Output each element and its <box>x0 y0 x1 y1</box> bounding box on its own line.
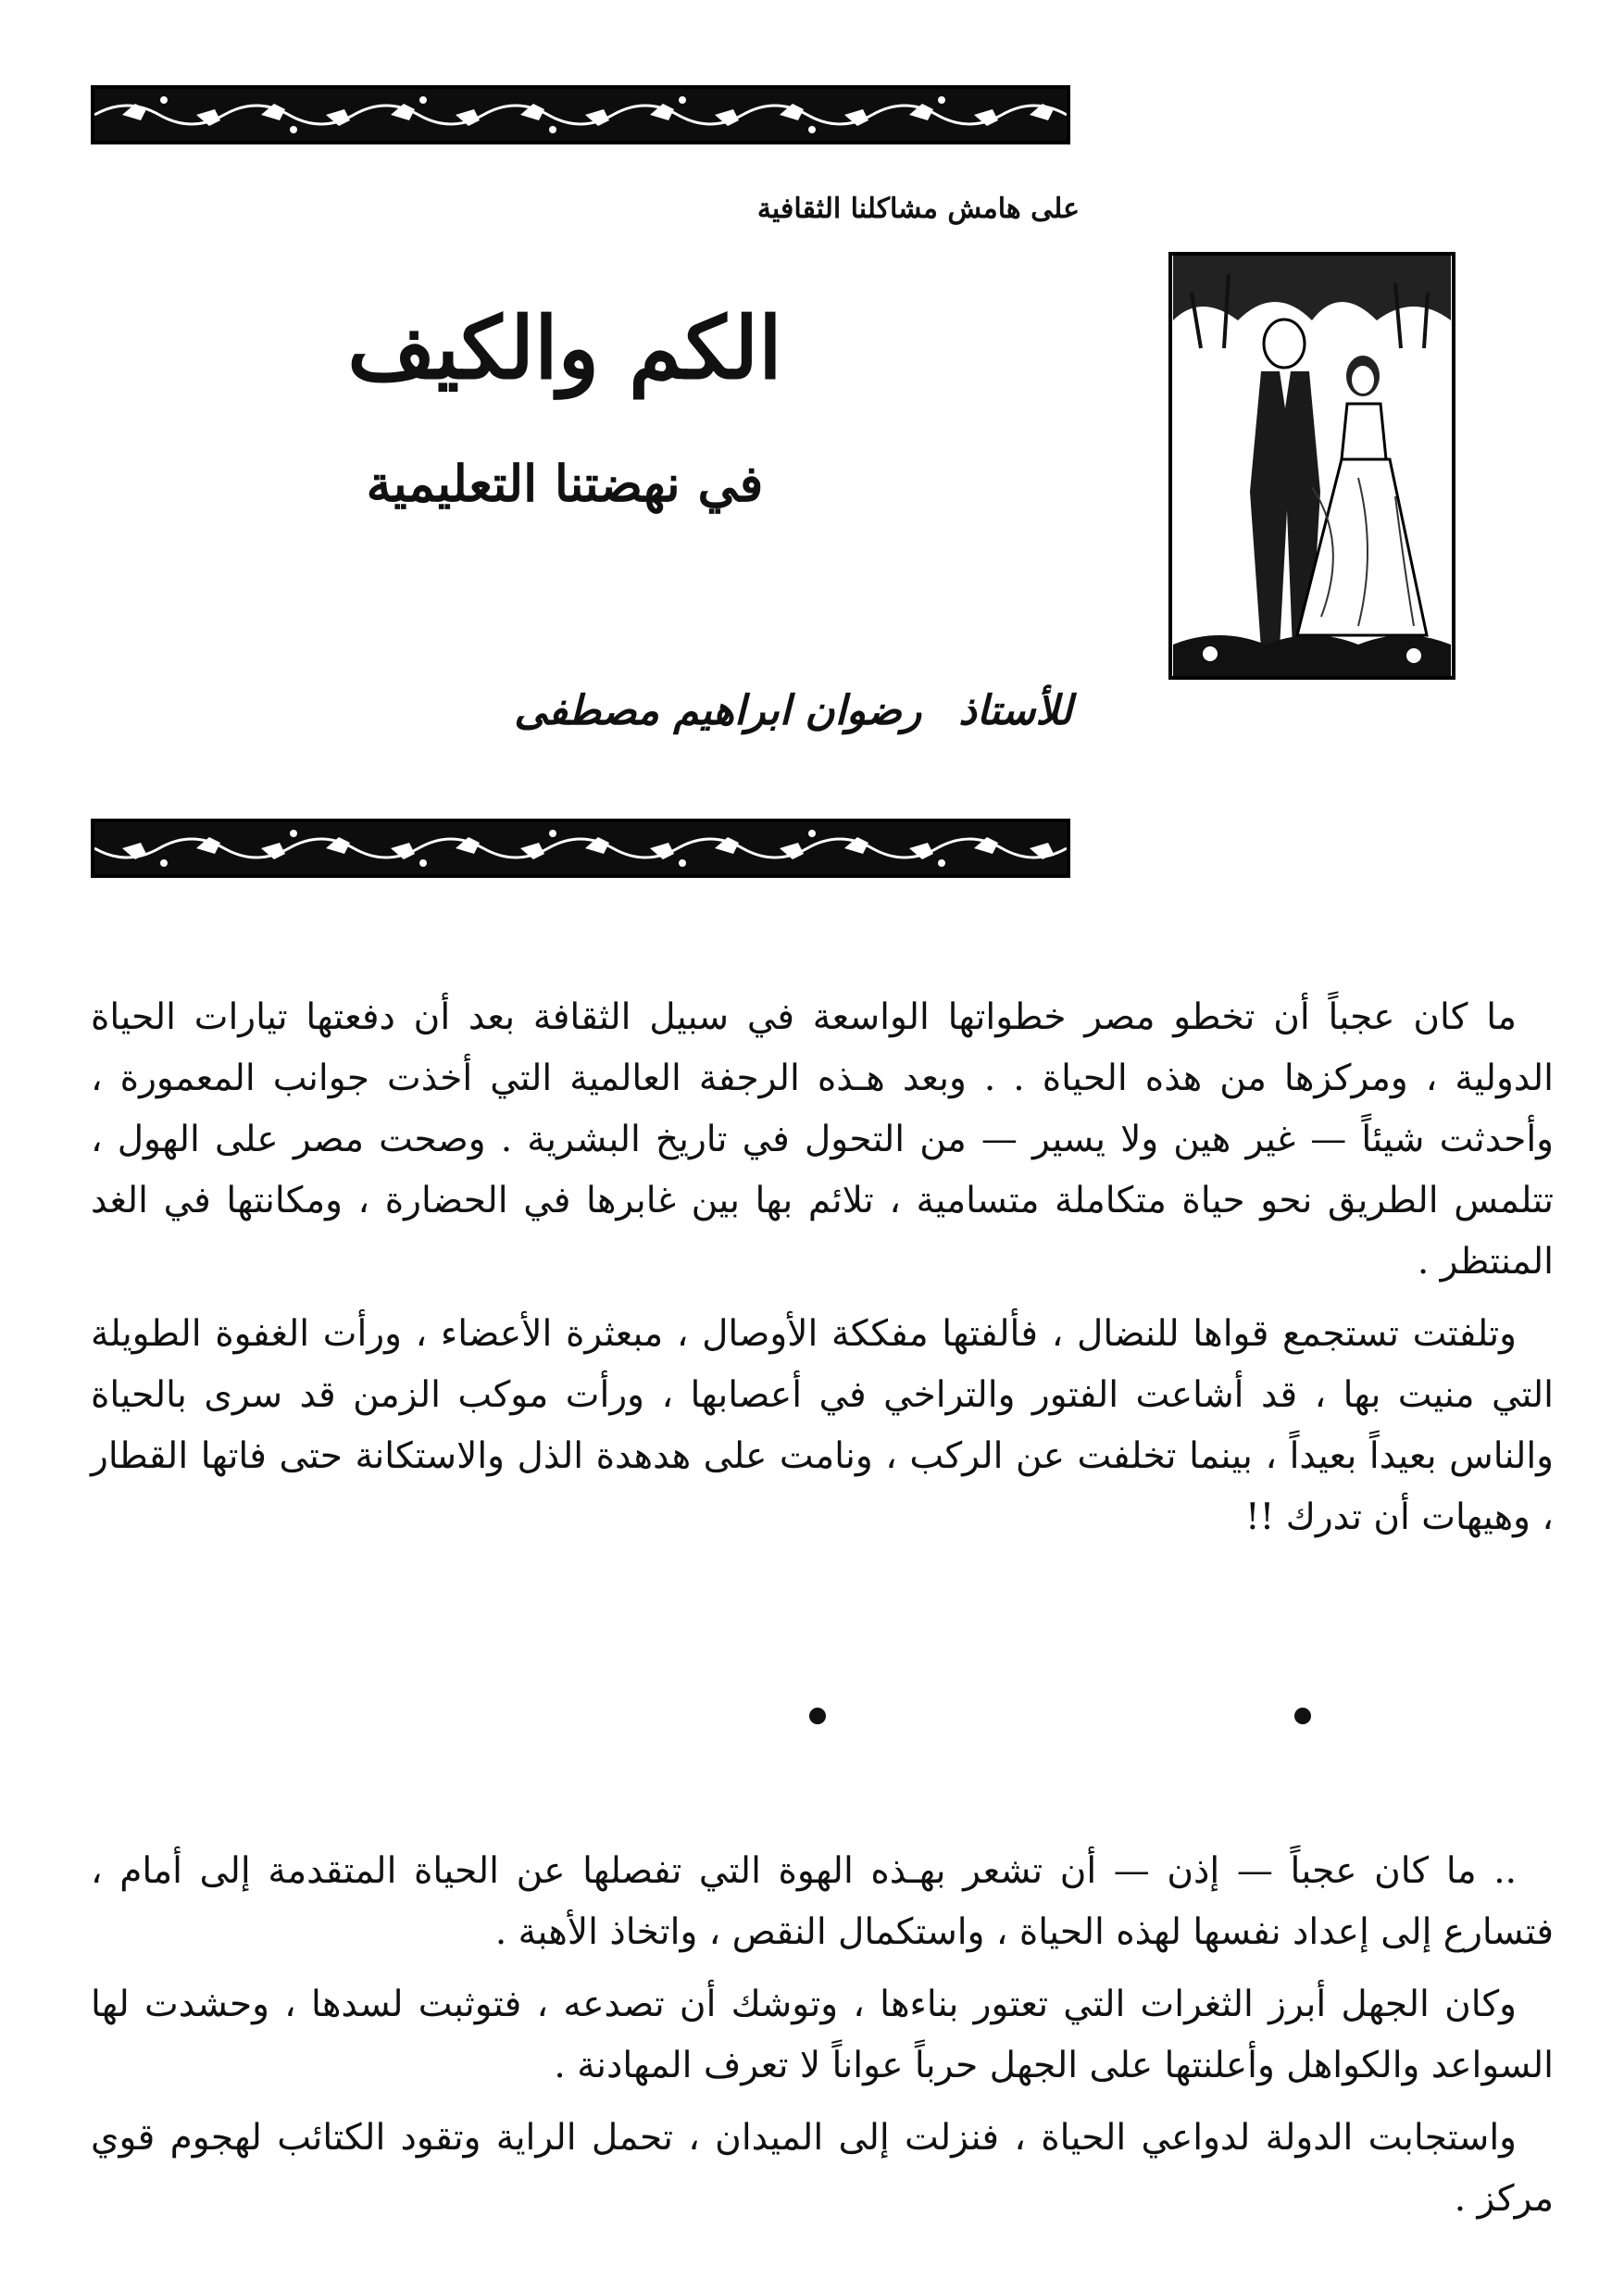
paragraph: واستجابت الدولة لدواعي الحياة ، فنزلت إلى الميدان ، تحمل الراية وتقود الكتائب لهجوم قوي مركز . <box>91 2117 1554 2220</box>
divider-dot <box>1294 1708 1311 1724</box>
series-heading: على هامش مشاكلنا الثقافية <box>756 193 1080 225</box>
couple-walking-image <box>1172 256 1452 676</box>
ornamental-border-bottom <box>91 819 1070 878</box>
paragraph: .. ما كان عجباً — إذن — أن تشعر بهـذه الهوة التي تفصلها عن الحياة المتقدمة إلى أمام ، فتسارع إلى إعداد نفسها لهذه الحياة ، واستكمال النقص ، واتخاذ الأهبة . <box>91 1850 1554 1953</box>
paragraph: ما كان عجباً أن تخطو مصر خطواتها الواسعة في سبيل الثقافة بعد أن دفعتها تيارات الحياة الدولية ، ومركزها من هذه الحياة . . وبعد هـذه الرجفة العالمية التي أخذت جوانب المعمورة ، وأحدثت شيئاً — غير هين ولا يسير — من التحول في تاريخ البشرية . وصحت مصر على الهول ، تتلمس الطريق نحو حياة متكاملة متسامية ، تلائم بها بين غابرها في الحضارة ، ومكانتها في الغد المنتظر . <box>91 996 1554 1283</box>
article-body-section-1 <box>91 987 1554 1559</box>
article-subtitle: في نهضتنا التعليمية <box>366 454 764 513</box>
section-divider <box>0 1708 1624 1735</box>
paragraph: وتلفتت تستجمع قواها للنضال ، فألفتها مفككة الأوصال ، مبعثرة الأعضاء ، ورأت الغفوة الطويلة التي منيت بها ، قد أشاعت الفتور والتراخي في أعصابها ، ورأت موكب الزمن قد سرى بالحياة والناس بعيداً بعيداً ، بينما تخلفت عن الركب ، ونامت على هدهدة الذل والاستكانة حتى فاتها القطار ، وهيهات أن تدرك !! <box>91 1313 1554 1538</box>
paragraph: وكان الجهل أبرز الثغرات التي تعتور بناءها ، وتوشك أن تصدعه ، فتوثبت لسدها ، وحشدت لها السواعد والكواهل وأعلنتها على الجهل حرباً عواناً لا تعرف المهادنة . <box>91 1984 1554 2086</box>
divider-dot <box>809 1708 826 1724</box>
leaf-vine-ornament <box>94 89 1067 141</box>
article-title: الكم والكيف <box>347 298 782 398</box>
article-body-section-2 <box>91 1841 1554 2241</box>
author-prefix: للأستاذ <box>958 687 1072 734</box>
couple-illustration <box>1168 252 1455 680</box>
author-name: رضوان ابراهيم مصطفى <box>514 687 922 734</box>
leaf-vine-ornament <box>94 822 1067 874</box>
author-byline <box>514 687 1072 734</box>
ornamental-border-top <box>91 85 1070 144</box>
